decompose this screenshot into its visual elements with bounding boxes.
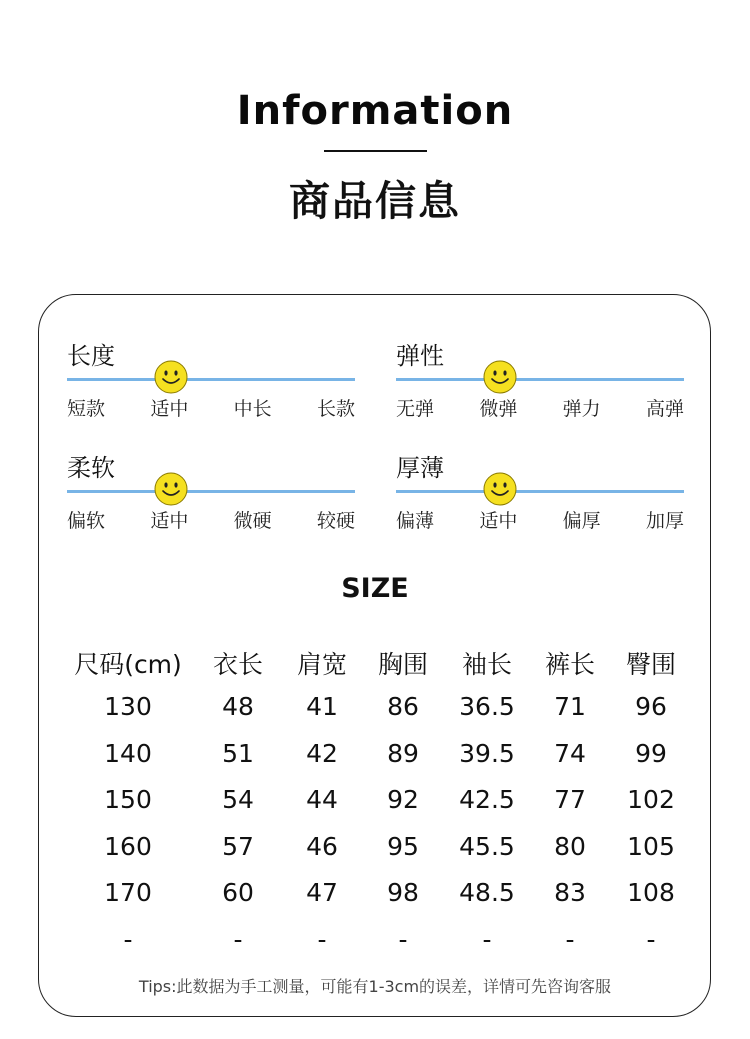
size-cell: 160 bbox=[104, 831, 152, 861]
size-cell: - bbox=[398, 924, 408, 954]
size-cell: 80 bbox=[554, 831, 586, 861]
title-divider bbox=[324, 150, 427, 152]
size-cell: 48 bbox=[222, 692, 254, 721]
size-cell: 98 bbox=[387, 878, 419, 907]
size-cell: - bbox=[482, 924, 492, 954]
size-cell: 108 bbox=[627, 878, 675, 907]
attribute-option: 无弹 bbox=[396, 398, 435, 420]
size-cell: - bbox=[123, 924, 133, 954]
size-cell: 74 bbox=[554, 738, 586, 768]
attribute-scale bbox=[67, 448, 355, 543]
smiley-face-icon bbox=[483, 360, 517, 394]
size-cell: 140 bbox=[104, 738, 152, 768]
info-title-cn: 商品信息 bbox=[289, 177, 461, 225]
size-cell: 54 bbox=[222, 785, 254, 814]
size-header-cell: 衣长 bbox=[212, 650, 263, 679]
size-cell: 102 bbox=[627, 785, 675, 814]
size-cell: 95 bbox=[387, 831, 419, 861]
size-cell: 130 bbox=[104, 692, 152, 721]
size-cell: 51 bbox=[222, 738, 254, 768]
attribute-option: 中长 bbox=[233, 398, 272, 420]
size-cell: 48.5 bbox=[459, 878, 515, 907]
scale-line bbox=[67, 490, 355, 493]
scale-line bbox=[396, 378, 684, 381]
size-cell: 36.5 bbox=[459, 692, 515, 721]
attribute-option: 高弹 bbox=[645, 398, 684, 420]
size-cell: - bbox=[646, 924, 656, 954]
size-cell: 105 bbox=[627, 831, 675, 861]
size-cell: 42.5 bbox=[459, 785, 515, 814]
size-cell: 99 bbox=[635, 738, 667, 768]
size-cell: 86 bbox=[387, 692, 419, 721]
size-cell: 47 bbox=[306, 878, 338, 907]
attribute-option: 微弹 bbox=[479, 398, 518, 420]
smiley-face-icon bbox=[483, 472, 517, 506]
size-header-cell: 尺码(cm) bbox=[74, 650, 182, 679]
attribute-option: 偏厚 bbox=[562, 510, 601, 532]
attribute-name: 柔软 bbox=[67, 454, 115, 482]
attribute-option: 较硬 bbox=[316, 510, 355, 532]
size-header-cell: 裤长 bbox=[544, 650, 595, 679]
attribute-scale bbox=[396, 336, 684, 431]
attribute-name: 长度 bbox=[67, 342, 115, 370]
attribute-scale bbox=[67, 336, 355, 431]
attribute-option: 适中 bbox=[479, 510, 518, 532]
size-cell: 39.5 bbox=[459, 738, 515, 768]
size-cell: 96 bbox=[635, 692, 667, 721]
attribute-option: 适中 bbox=[150, 398, 189, 420]
attribute-option: 微硬 bbox=[233, 510, 272, 532]
size-header-cell: 臀围 bbox=[625, 650, 676, 679]
size-cell: - bbox=[233, 924, 243, 954]
size-cell: 60 bbox=[222, 878, 254, 907]
attribute-options bbox=[396, 506, 684, 533]
attribute-options bbox=[67, 394, 355, 421]
attribute-option: 偏软 bbox=[67, 510, 106, 532]
size-title: SIZE bbox=[341, 573, 409, 604]
attribute-option: 短款 bbox=[67, 398, 106, 420]
attribute-name: 弹性 bbox=[396, 342, 444, 370]
attribute-name: 厚薄 bbox=[396, 454, 444, 482]
tips-note: Tips:此数据为手工测量，可能有1-3cm的误差，详情可先咨询客服 bbox=[138, 977, 612, 996]
size-cell: 45.5 bbox=[459, 831, 515, 861]
size-cell: 44 bbox=[306, 785, 338, 814]
size-header-cell: 胸围 bbox=[377, 650, 428, 679]
size-cell: 42 bbox=[306, 738, 338, 768]
size-cell: 83 bbox=[554, 878, 586, 907]
size-cell: 41 bbox=[306, 692, 338, 721]
size-cell: 150 bbox=[104, 785, 152, 814]
attribute-option: 弹力 bbox=[562, 398, 601, 420]
attribute-options bbox=[396, 394, 684, 421]
size-header-cell: 肩宽 bbox=[296, 650, 347, 679]
attribute-option: 加厚 bbox=[645, 510, 684, 532]
size-cell: - bbox=[317, 924, 327, 954]
size-cell: 46 bbox=[306, 831, 338, 861]
size-cell: 57 bbox=[222, 831, 254, 861]
size-cell: 92 bbox=[387, 785, 419, 814]
size-cell: 89 bbox=[387, 738, 419, 768]
size-header-cell: 袖长 bbox=[461, 650, 512, 679]
size-cell: 77 bbox=[554, 785, 586, 814]
info-title-en: Information bbox=[236, 88, 514, 134]
attribute-scale bbox=[396, 448, 684, 543]
attribute-options bbox=[67, 506, 355, 533]
scale-line bbox=[67, 378, 355, 381]
attribute-option: 适中 bbox=[150, 510, 189, 532]
attribute-option: 长款 bbox=[316, 398, 355, 420]
size-cell: - bbox=[565, 924, 575, 954]
attribute-option: 偏薄 bbox=[396, 510, 435, 532]
size-cell: 71 bbox=[554, 692, 586, 721]
smiley-face-icon bbox=[154, 360, 188, 394]
size-cell: 170 bbox=[104, 878, 152, 907]
scale-line bbox=[396, 490, 684, 493]
smiley-face-icon bbox=[154, 472, 188, 506]
